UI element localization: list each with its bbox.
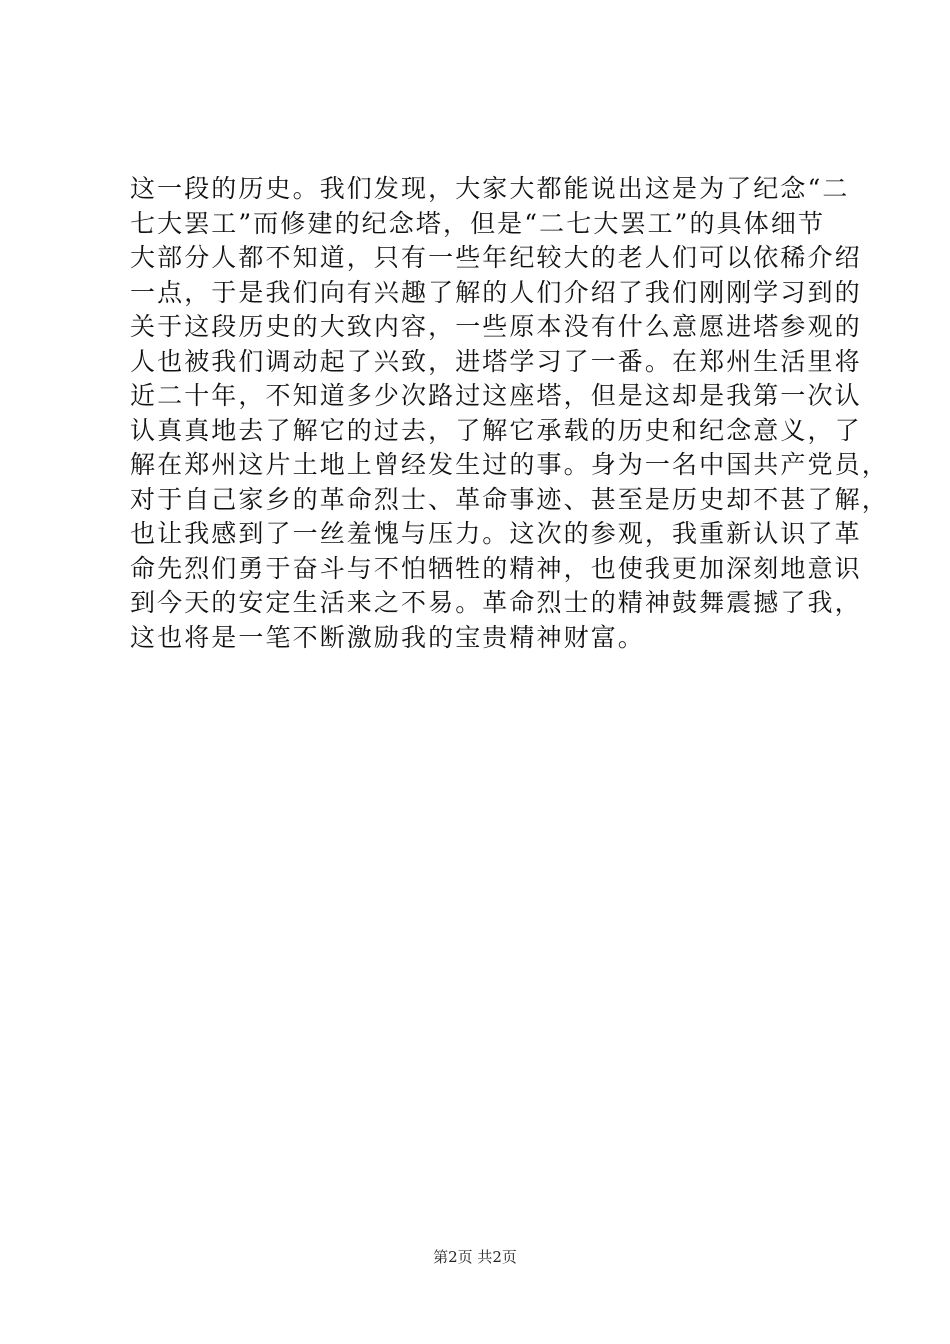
text-line: 七大罢工”而修建的纪念塔，但是“二七大罢工”的具体细节 <box>130 208 826 238</box>
text-line: 到今天的安定生活来之不易。革命烈士的精神鼓舞震撼了我， <box>130 588 862 617</box>
body-paragraph <box>130 172 889 655</box>
text-line: 命先烈们勇于奋斗与不怕牺牲的精神，也使我更加深刻地意识 <box>130 553 862 583</box>
text-line: 这也将是一笔不断激励我的宝贵精神财富。 <box>130 622 645 652</box>
page-number: 第2页 <box>433 1248 473 1266</box>
text-line: 一点，于是我们向有兴趣了解的人们介绍了我们刚刚学习到的 <box>130 277 862 307</box>
text-line: 对于自己家乡的革命烈士、革命事迹、甚至是历史却不甚了解， <box>130 484 889 514</box>
text-line: 近二十年，不知道多少次路过这座塔，但是这却是我第一次认 <box>130 381 862 410</box>
text-line: 关于这段历史的大致内容，一些原本没有什么意愿进塔参观的 <box>130 312 862 341</box>
page-footer <box>0 1246 950 1267</box>
text-line: 也让我感到了一丝羞愧与压力。这次的参观，我重新认识了革 <box>130 519 862 548</box>
text-line: 大部分人都不知道，只有一些年纪较大的老人们可以依稀介绍 <box>130 243 862 272</box>
page-total: 共2页 <box>477 1248 517 1266</box>
text-line: 这一段的历史。我们发现，大家大都能说出这是为了纪念“二 <box>130 174 850 203</box>
text-line: 解在郑州这片土地上曾经发生过的事。身为一名中国共产党员， <box>130 450 889 479</box>
text-line: 人也被我们调动起了兴致，进塔学习了一番。在郑州生活里将 <box>130 346 862 376</box>
text-line: 认真真地去了解它的过去，了解它承载的历史和纪念意义，了 <box>130 415 862 445</box>
